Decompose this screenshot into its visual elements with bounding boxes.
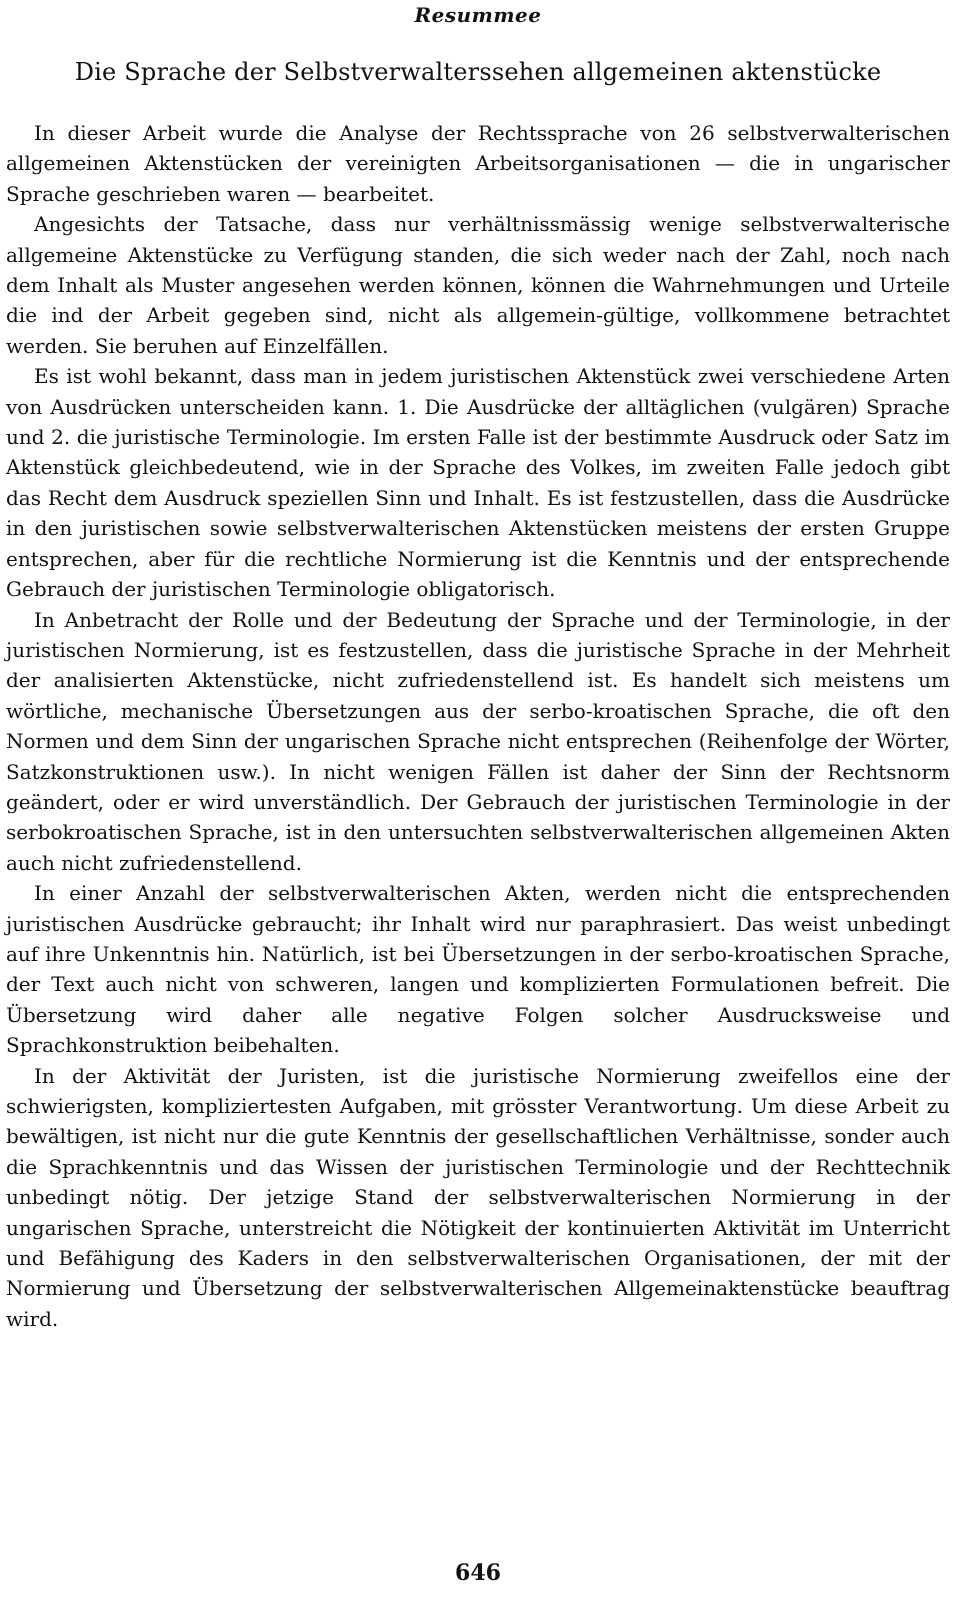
paragraph: Es ist wohl bekannt, dass man in jedem juristischen Aktenstück zwei verschiedene Arten von Ausdrücken unterscheiden kann. 1. Die Ausdrücke der alltäglichen (vulgären) Sprache und 2. die juristische Terminologie. Im ersten Falle ist der bestimmte Ausdruck oder Satz im Aktenstück gleichbedeutend, wie in der Sprache des Volkes, im zweiten Falle jedoch gibt das Recht dem Ausdruck speziellen Sinn und Inhalt. Es ist festzustellen, dass die Ausdrücke in den juristischen sowie selbstverwalterischen Aktenstücken meistens der ersten Gruppe entsprechen, aber für die rechtliche Normierung ist die Kenntnis und der entsprechende Gebrauch der juristischen Terminologie obligatorisch. <box>6 364 950 602</box>
paragraph: In Anbetracht der Rolle und der Bedeutung der Sprache und der Terminologie, in der juristischen Normierung, ist es festzustellen, dass die juristische Sprache in der Mehrheit der analisierten Aktenstücke, nicht zufriedenstellend ist. Es handelt sich meistens um wörtliche, mechanische Übersetzungen aus der serbo-kroatischen Sprache, die oft den Normen und dem Sinn der ungarischen Sprache nicht entsprechen (Reihenfolge der Wörter, Satzkonstruktionen usw.). In nicht wenigen Fällen ist daher der Sinn der Rechtsnorm geändert, oder er wird unverständlich. Der Gebrauch der juristischen Terminologie in der serbokroatischen Sprache, ist in den untersuchten selbstverwalterischen allgemeinen Akten auch nicht zufriedenstellend. <box>6 607 950 875</box>
paragraph: In dieser Arbeit wurde die Analyse der Rechtssprache von 26 selbstverwalterischen allgemeinen Aktenstücken der vereinigten Arbeitsorganisationen — die in ungarischer Sprache geschrieben waren — bearbeitet. <box>6 121 950 206</box>
article-body <box>6 118 950 1334</box>
page-number: 646 <box>455 1560 501 1586</box>
paragraph: In einer Anzahl der selbstverwalterischen Akten, werden nicht die entsprechenden juristischen Ausdrücke gebraucht; ihr Inhalt wird nur paraphrasiert. Das weist unbedingt auf ihre Unkenntnis hin. Natürlich, ist bei Übersetzungen in der serbo-kroatischen Sprache, der Text auch nicht von schweren, langen und komplizierten Formulationen befreit. Die Übersetzung wird daher alle negative Folgen solcher Ausdrucksweise und Sprachkonstruktion beibehalten. <box>6 881 950 1058</box>
running-title: Resummee <box>414 3 542 27</box>
paragraph: In der Aktivität der Juristen, ist die juristische Normierung zweifellos eine der schwierigsten, kompliziertesten Aufgaben, mit grösster Verantwortung. Um diese Arbeit zu bewältigen, ist nicht nur die gute Kenntnis der gesellschaftlichen Verhältnisse, sonder auch die Sprachkenntnis und das Wissen der juristischen Terminologie und der Rechttechnik unbedingt nötig. Der jetzige Stand der selbstverwalterischen Normierung in der ungarischen Sprache, unterstreicht die Nötigkeit der kontinuierten Aktivität im Unterricht und Befähigung des Kaders in den selbstverwalterischen Organisationen, der mit der Normierung und Übersetzung der selbstverwalterischen Allgemeinaktenstücke beauftrag wird. <box>6 1063 950 1331</box>
document-page <box>6 0 950 1611</box>
paragraph: Angesichts der Tatsache, dass nur verhältnissmässig wenige selbstverwalterische allgemeine Aktenstücke zu Verfügung standen, die sich weder nach der Zahl, noch nach dem Inhalt als Muster angesehen werden können, können die Wahrnehmungen und Urteile die ind der Arbeit gegeben sind, nicht als allgemein-gültige, vollkommene betrachtet werden. Sie beruhen auf Einzelfällen. <box>6 212 950 358</box>
article-title: Die Sprache der Selbstverwalterssehen allgemeinen aktenstücke <box>74 58 882 86</box>
